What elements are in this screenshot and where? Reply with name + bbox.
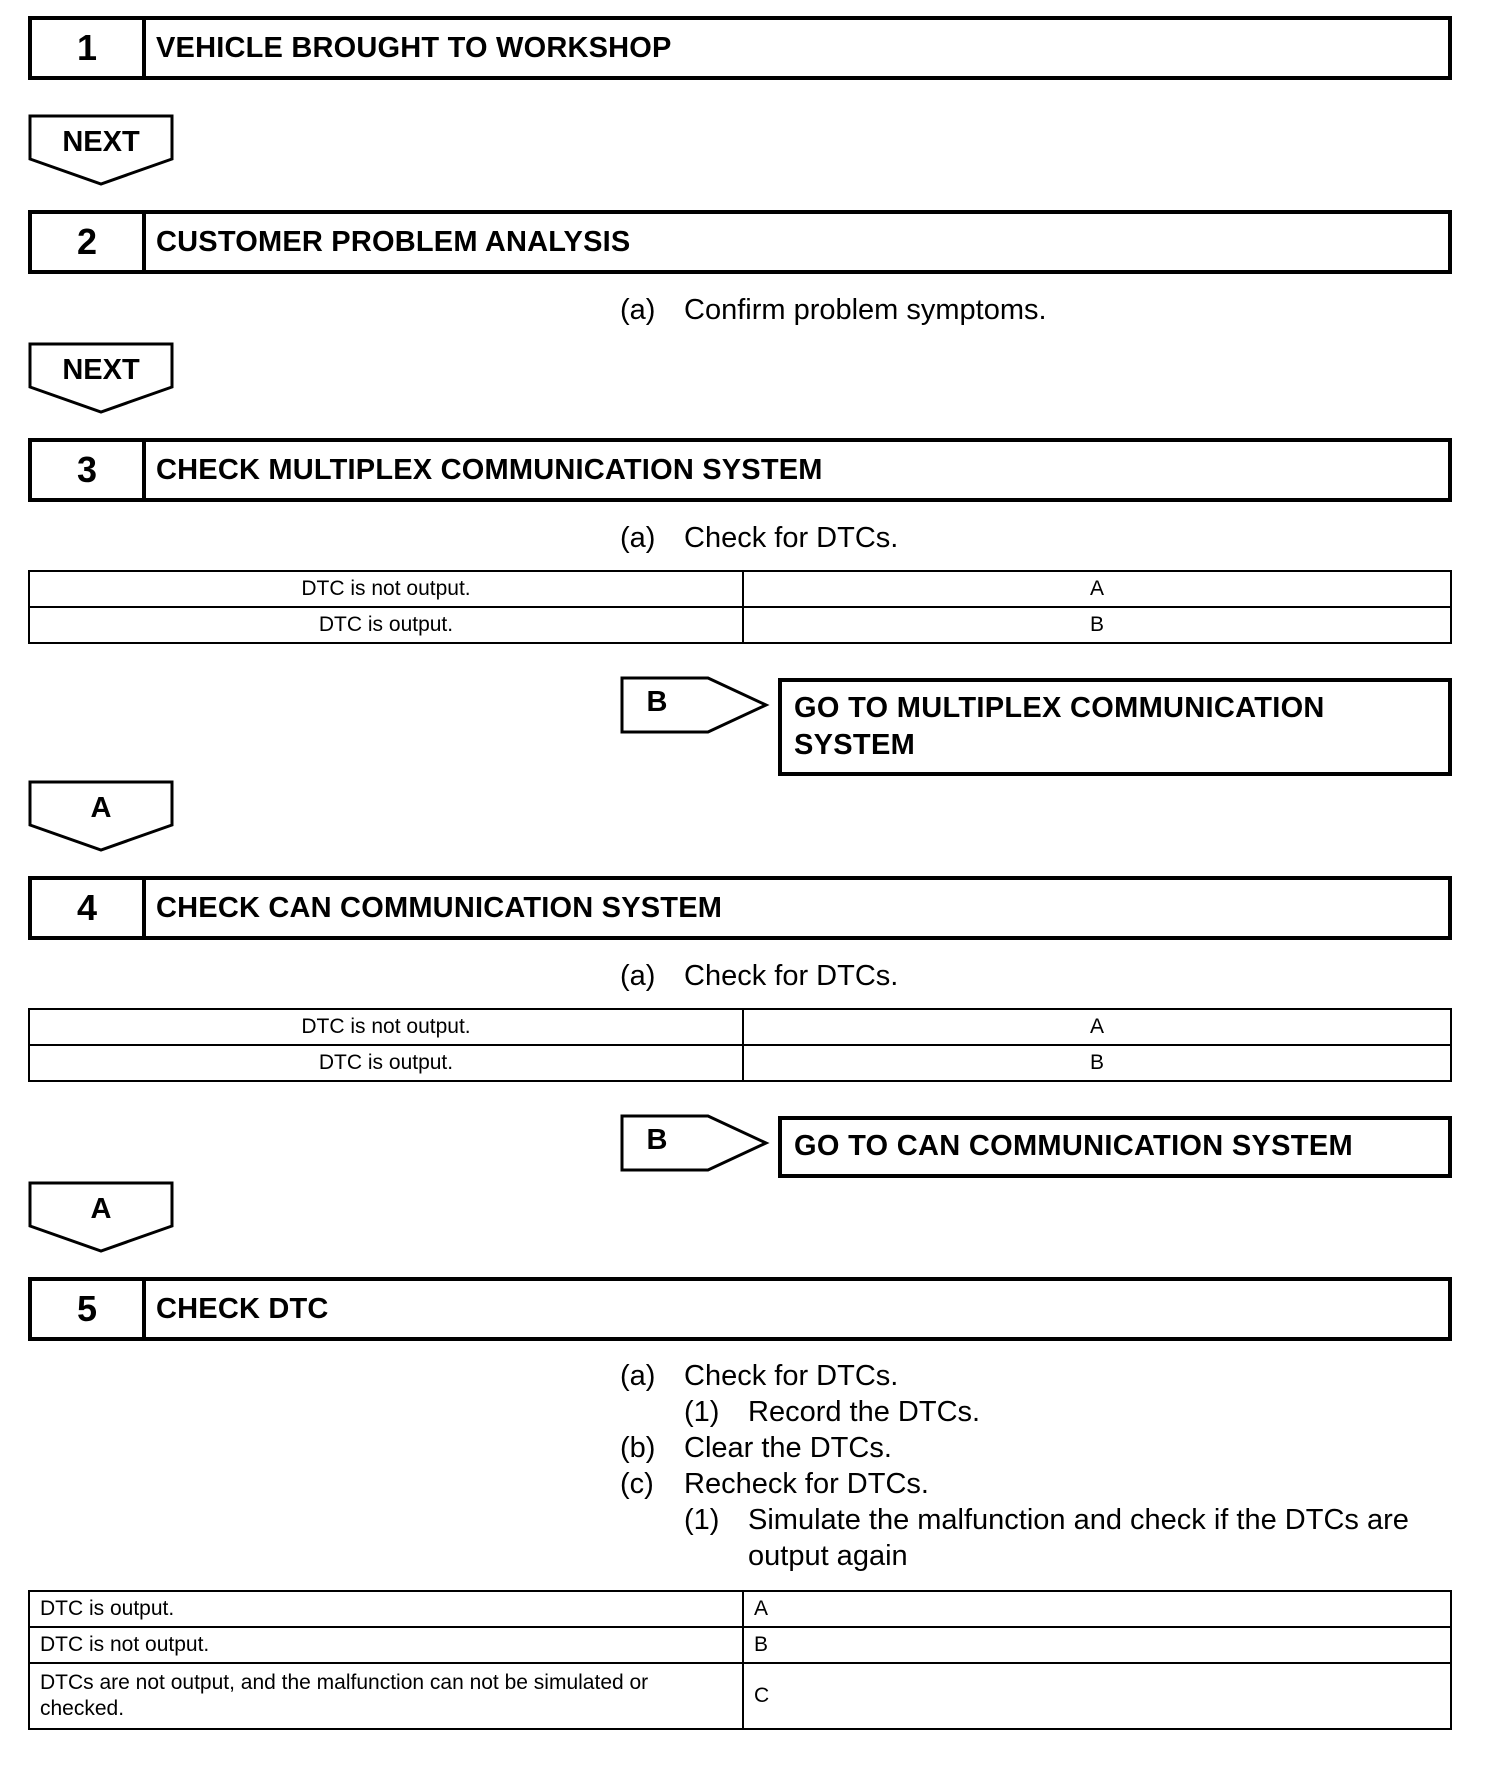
- table-row: [29, 571, 1451, 607]
- instruction-label: (a): [620, 294, 656, 326]
- next-label: NEXT: [62, 126, 140, 158]
- step-3-header: [28, 438, 1452, 502]
- instruction-label: (1): [684, 1504, 720, 1536]
- instruction-item: [620, 1358, 898, 1394]
- step-title: CUSTOMER PROBLEM ANALYSIS: [156, 225, 631, 258]
- step-number: 5: [32, 1281, 146, 1337]
- step-number: 4: [32, 880, 146, 936]
- instruction-item: [620, 958, 898, 994]
- step-1-header: [28, 16, 1452, 80]
- instruction-text-continued: output again: [748, 1540, 908, 1572]
- table-cell: B: [743, 1627, 1451, 1663]
- goto-text: GO TO MULTIPLEX COMMUNICATION: [794, 692, 1325, 724]
- table-row: [29, 1663, 1451, 1729]
- table-cell: A: [743, 571, 1451, 607]
- instruction-text: Simulate the malfunction and check if the DTCs are: [748, 1504, 1409, 1536]
- step-2-header: [28, 210, 1452, 274]
- goto-box: [778, 678, 1452, 776]
- table-cell-line: DTCs are not output, and the malfunction can not be simulated or: [40, 1671, 649, 1694]
- table-cell: [29, 1663, 743, 1729]
- branch-letter: B: [646, 1124, 668, 1156]
- instruction-label: (c): [620, 1468, 654, 1500]
- result-table: [28, 1008, 1452, 1082]
- instruction-text: Check for DTCs.: [684, 1360, 899, 1392]
- instruction-item: [620, 1430, 892, 1466]
- goto-text: SYSTEM: [794, 729, 916, 761]
- result-table: [28, 1590, 1452, 1730]
- instruction-text: Check for DTCs.: [684, 960, 899, 992]
- instruction-label: (a): [620, 1360, 656, 1392]
- table-cell-line: checked.: [40, 1697, 125, 1720]
- table-cell: DTC is output.: [29, 1591, 743, 1627]
- step-5-header: [28, 1277, 1452, 1341]
- table-cell: C: [743, 1663, 1451, 1729]
- instruction-label: (a): [620, 522, 656, 554]
- goto-box: [778, 1116, 1452, 1178]
- instruction-subitem: [684, 1394, 980, 1430]
- table-row: [29, 1627, 1451, 1663]
- instruction-label: (a): [620, 960, 656, 992]
- branch-letter: B: [646, 686, 668, 718]
- instruction-subitem: [684, 1502, 1409, 1538]
- instruction-text: Confirm problem symptoms.: [684, 294, 1047, 326]
- goto-text: GO TO CAN COMMUNICATION SYSTEM: [794, 1130, 1353, 1162]
- step-number: 2: [32, 214, 146, 270]
- continue-letter: A: [90, 792, 112, 824]
- continue-letter: A: [90, 1193, 112, 1225]
- step-title: CHECK DTC: [156, 1292, 329, 1325]
- table-cell: A: [743, 1009, 1451, 1045]
- instruction-label: (1): [684, 1396, 720, 1428]
- instruction-label: (b): [620, 1432, 656, 1464]
- instruction-item: [620, 520, 898, 556]
- instruction-text: Recheck for DTCs.: [684, 1468, 929, 1500]
- table-cell: DTC is not output.: [29, 1627, 743, 1663]
- instruction-text: Record the DTCs.: [748, 1396, 981, 1428]
- next-label: NEXT: [62, 354, 140, 386]
- instruction-text: Check for DTCs.: [684, 522, 899, 554]
- step-number: 3: [32, 442, 146, 498]
- result-table: [28, 570, 1452, 644]
- step-title: CHECK CAN COMMUNICATION SYSTEM: [156, 891, 723, 924]
- table-row: [29, 1009, 1451, 1045]
- instruction-text: Clear the DTCs.: [684, 1432, 892, 1464]
- step-4-header: [28, 876, 1452, 940]
- instruction-item: [620, 1466, 929, 1502]
- table-cell: DTC is output.: [29, 607, 743, 643]
- table-cell: DTC is not output.: [29, 571, 743, 607]
- table-cell: B: [743, 1045, 1451, 1081]
- table-cell: A: [743, 1591, 1451, 1627]
- table-row: [29, 607, 1451, 643]
- step-title: VEHICLE BROUGHT TO WORKSHOP: [156, 31, 672, 64]
- step-number: 1: [32, 20, 146, 76]
- step-title: CHECK MULTIPLEX COMMUNICATION SYSTEM: [156, 453, 823, 486]
- table-row: [29, 1591, 1451, 1627]
- table-cell: DTC is output.: [29, 1045, 743, 1081]
- table-cell: B: [743, 607, 1451, 643]
- table-cell: DTC is not output.: [29, 1009, 743, 1045]
- table-row: [29, 1045, 1451, 1081]
- instruction-item: [620, 292, 1047, 328]
